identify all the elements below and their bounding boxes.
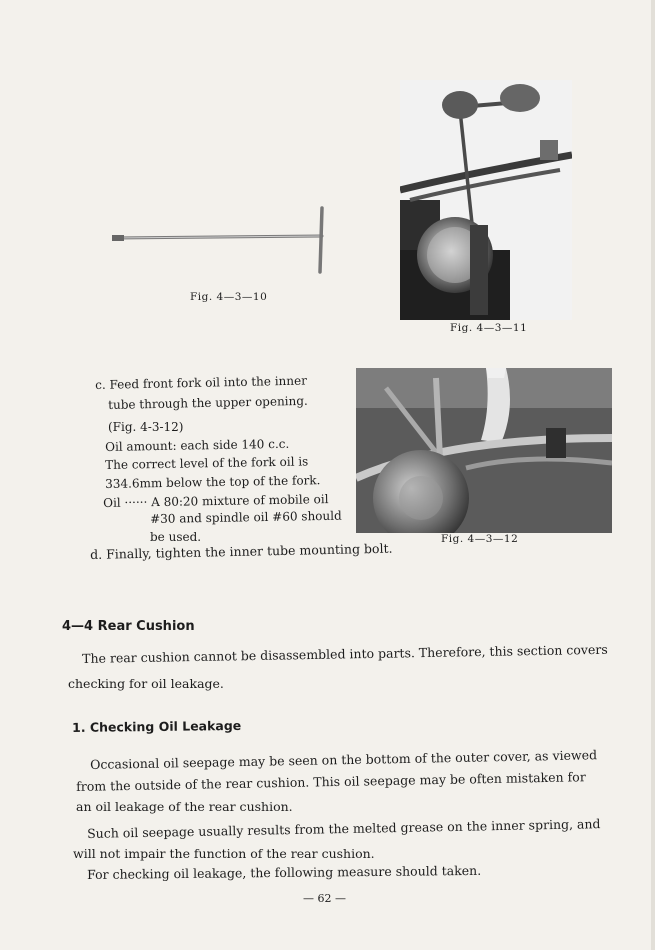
step-c-line-7: Oil ······ A 80:20 mixture of mobile oil [103, 492, 329, 510]
paragraph-1-line-1: Occasional oil seepage may be seen on the bottom of the outer cover, as viewed [90, 747, 598, 772]
step-c-line-5: The correct level of the fork oil is [105, 454, 309, 472]
step-c-line-1: c. Feed front fork oil into the inner [95, 373, 308, 392]
t-handle-tool-drawing [108, 200, 338, 275]
step-c-line-6: 334.6mm below the top of the fork. [105, 473, 321, 491]
paragraph-1-line-2: from the outside of the rear cushion. This oil seepage may be often mistaken for [76, 769, 586, 794]
step-d: d. Finally, tighten the inner tube mounting bolt. [90, 540, 393, 562]
step-c-line-4: Oil amount: each side 140 c.c. [105, 436, 290, 454]
step-c-line-2: tube through the upper opening. [108, 393, 308, 412]
page-edge-shadow [651, 0, 655, 950]
paragraph-2-line-2: will not impair the function of the rear cushion. [73, 846, 375, 861]
step-c-line-9: be used. [150, 530, 202, 544]
paragraph-3-line-1: For checking oil leakage, the following measure should taken. [87, 862, 482, 882]
figure-caption-4-3-10: Fig. 4—3—10 [190, 291, 268, 303]
step-c-line-3: (Fig. 4-3-12) [108, 420, 184, 434]
section-4-4-title: 4—4 Rear Cushion [62, 619, 195, 634]
paragraph-1-line-3: an oil leakage of the rear cushion. [76, 799, 293, 814]
section-4-4-line-1: The rear cushion cannot be disassembled into parts. Therefore, this section covers [82, 641, 608, 666]
photo-fork-oil-filling [356, 368, 612, 533]
photo-fork-with-tool [400, 80, 572, 320]
page-number: — 62 — [303, 892, 346, 905]
figure-caption-4-3-11: Fig. 4—3—11 [450, 322, 528, 334]
figure-caption-4-3-12: Fig. 4—3—12 [441, 533, 519, 545]
checking-oil-leakage-title: 1. Checking Oil Leakage [72, 717, 242, 735]
step-c-line-8: #30 and spindle oil #60 should [150, 508, 342, 526]
paragraph-2-line-1: Such oil seepage usually results from the melted grease on the inner spring, and [87, 816, 601, 841]
section-4-4-line-2: checking for oil leakage. [68, 676, 224, 691]
